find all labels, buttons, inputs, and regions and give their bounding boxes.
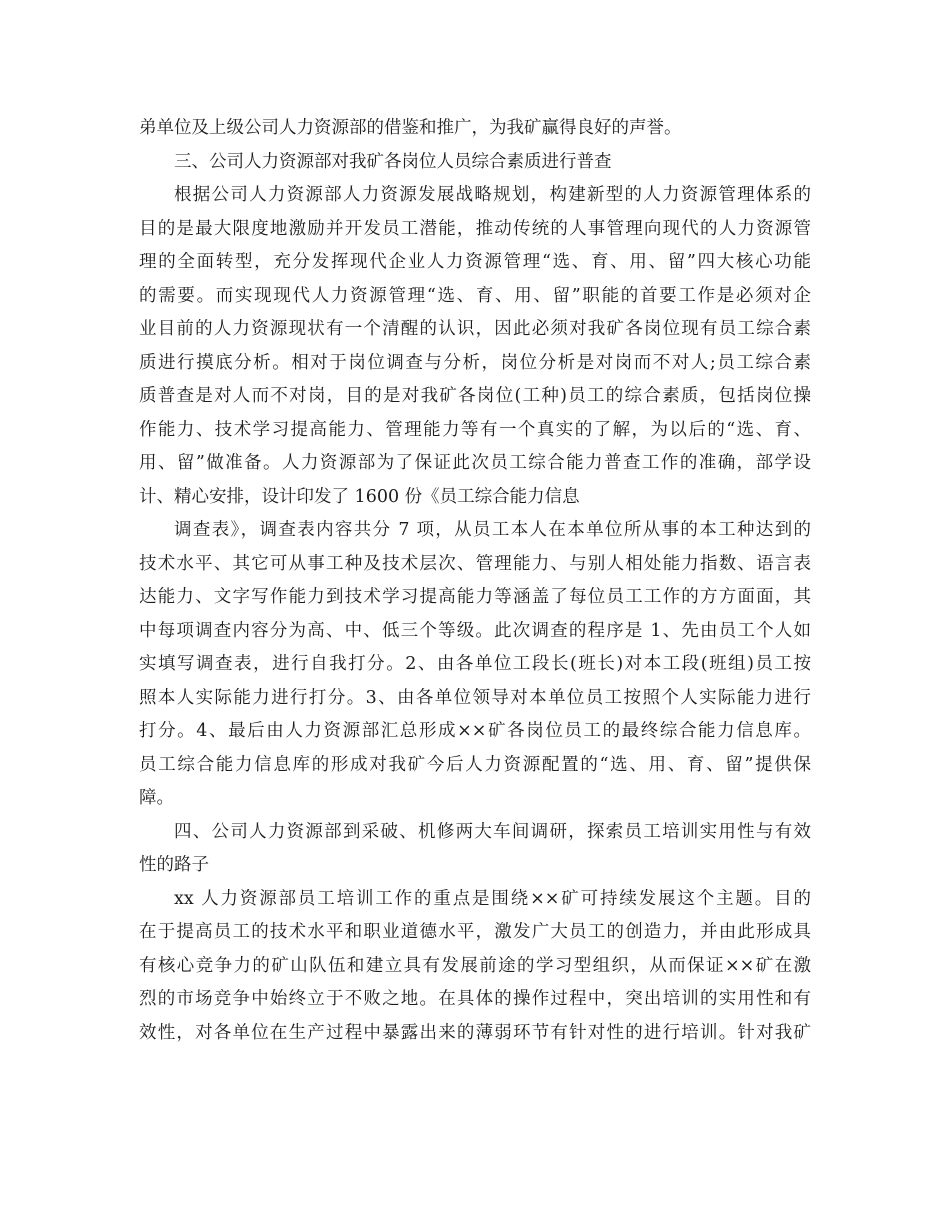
paragraph-line: 目的是最大限度地激励并开发员工潜能，推动传统的人事管理向现代的人力资源管: [139, 218, 811, 239]
paragraph-line: 员工综合能力信息库的形成对我矿今后人力资源配置的“选、用、育、留”提供保: [139, 754, 811, 775]
paragraph-line: 计、精心安排，设计印发了 1600 份《员工综合能力信息: [139, 486, 580, 507]
paragraph-line: 障。: [139, 788, 174, 808]
paragraph-line: 根据公司人力资源部人力资源发展战略规划，构建新型的人力资源管理体系的: [174, 185, 811, 205]
paragraph-line: 理的全面转型，充分发挥现代企业人力资源管理“选、育、用、留”四大核心功能: [139, 252, 811, 272]
paragraph-line: 中每项调查内容分为高、中、低三个等级。此次调查的程序是 1、先由员工个人如: [139, 620, 811, 641]
paragraph-line: 打分。4、最后由人力资源部汇总形成××矿各岗位员工的最终综合能力信息库。: [139, 721, 811, 741]
paragraph-line: 烈的市场竞争中始终立于不败之地。在具体的操作过程中，突出培训的实用性和有: [139, 989, 811, 1009]
paragraph-line: 用、留”做准备。人力资源部为了保证此次员工综合能力普查工作的准确，部学设: [139, 453, 811, 473]
paragraph-line: 实填写调查表，进行自我打分。2、由各单位工段长(班长)对本工段(班组)员工按: [139, 654, 811, 674]
section-heading: 性的路子: [139, 855, 209, 875]
paragraph-line: 照本人实际能力进行打分。3、由各单位领导对本单位员工按照个人实际能力进行: [139, 687, 811, 708]
paragraph-line: 达能力、文字写作能力到技术学习提高能力等涵盖了每位员工工作的方方面面，其: [139, 587, 811, 607]
paragraph-line: 弟单位及上级公司人力资源部的借鉴和推广，为我矿赢得良好的声誉。: [139, 118, 682, 138]
paragraph-line: 质普查是对人而不对岗，目的是对我矿各岗位(工种)员工的综合素质，包括岗位操: [139, 386, 811, 406]
document-body: [139, 112, 811, 1050]
section-heading: 四、公司人力资源部到采破、机修两大车间调研，探索员工培训实用性与有效: [174, 821, 811, 842]
paragraph-line: 业目前的人力资源现状有一个清醒的认识，因此必须对我矿各岗位现有员工综合素: [139, 319, 811, 339]
paragraph-line: 技术水平、其它可从事工种及技术层次、管理能力、与别人相处能力指数、语言表: [139, 553, 811, 574]
paragraph-line: 的需要。而实现现代人力资源管理“选、育、用、留”职能的首要工作是必须对企: [139, 285, 811, 306]
section-heading: 三、公司人力资源部对我矿各岗位人员综合素质进行普查: [174, 151, 612, 172]
paragraph-line: 作能力、技术学习提高能力、管理能力等有一个真实的了解，为以后的“选、育、: [139, 419, 811, 440]
paragraph-line: 在于提高员工的技术水平和职业道德水平，激发广大员工的创造力，并由此形成具: [139, 922, 811, 942]
paragraph-line: 效性，对各单位在生产过程中暴露出来的薄弱环节有针对性的进行培训。针对我矿: [139, 1022, 811, 1043]
paragraph-line: 有核心竞争力的矿山队伍和建立具有发展前途的学习型组织，从而保证××矿在激: [139, 955, 811, 976]
paragraph-line: 质进行摸底分析。相对于岗位调查与分析，岗位分析是对岗而不对人;员工综合素: [139, 352, 811, 373]
paragraph-line: xx 人力资源部员工培训工作的重点是围绕××矿可持续发展这个主题。目的: [174, 888, 811, 909]
paragraph-line: 调查表》，调查表内容共分 7 项，从员工本人在本单位所从事的本工种达到的: [174, 520, 811, 540]
